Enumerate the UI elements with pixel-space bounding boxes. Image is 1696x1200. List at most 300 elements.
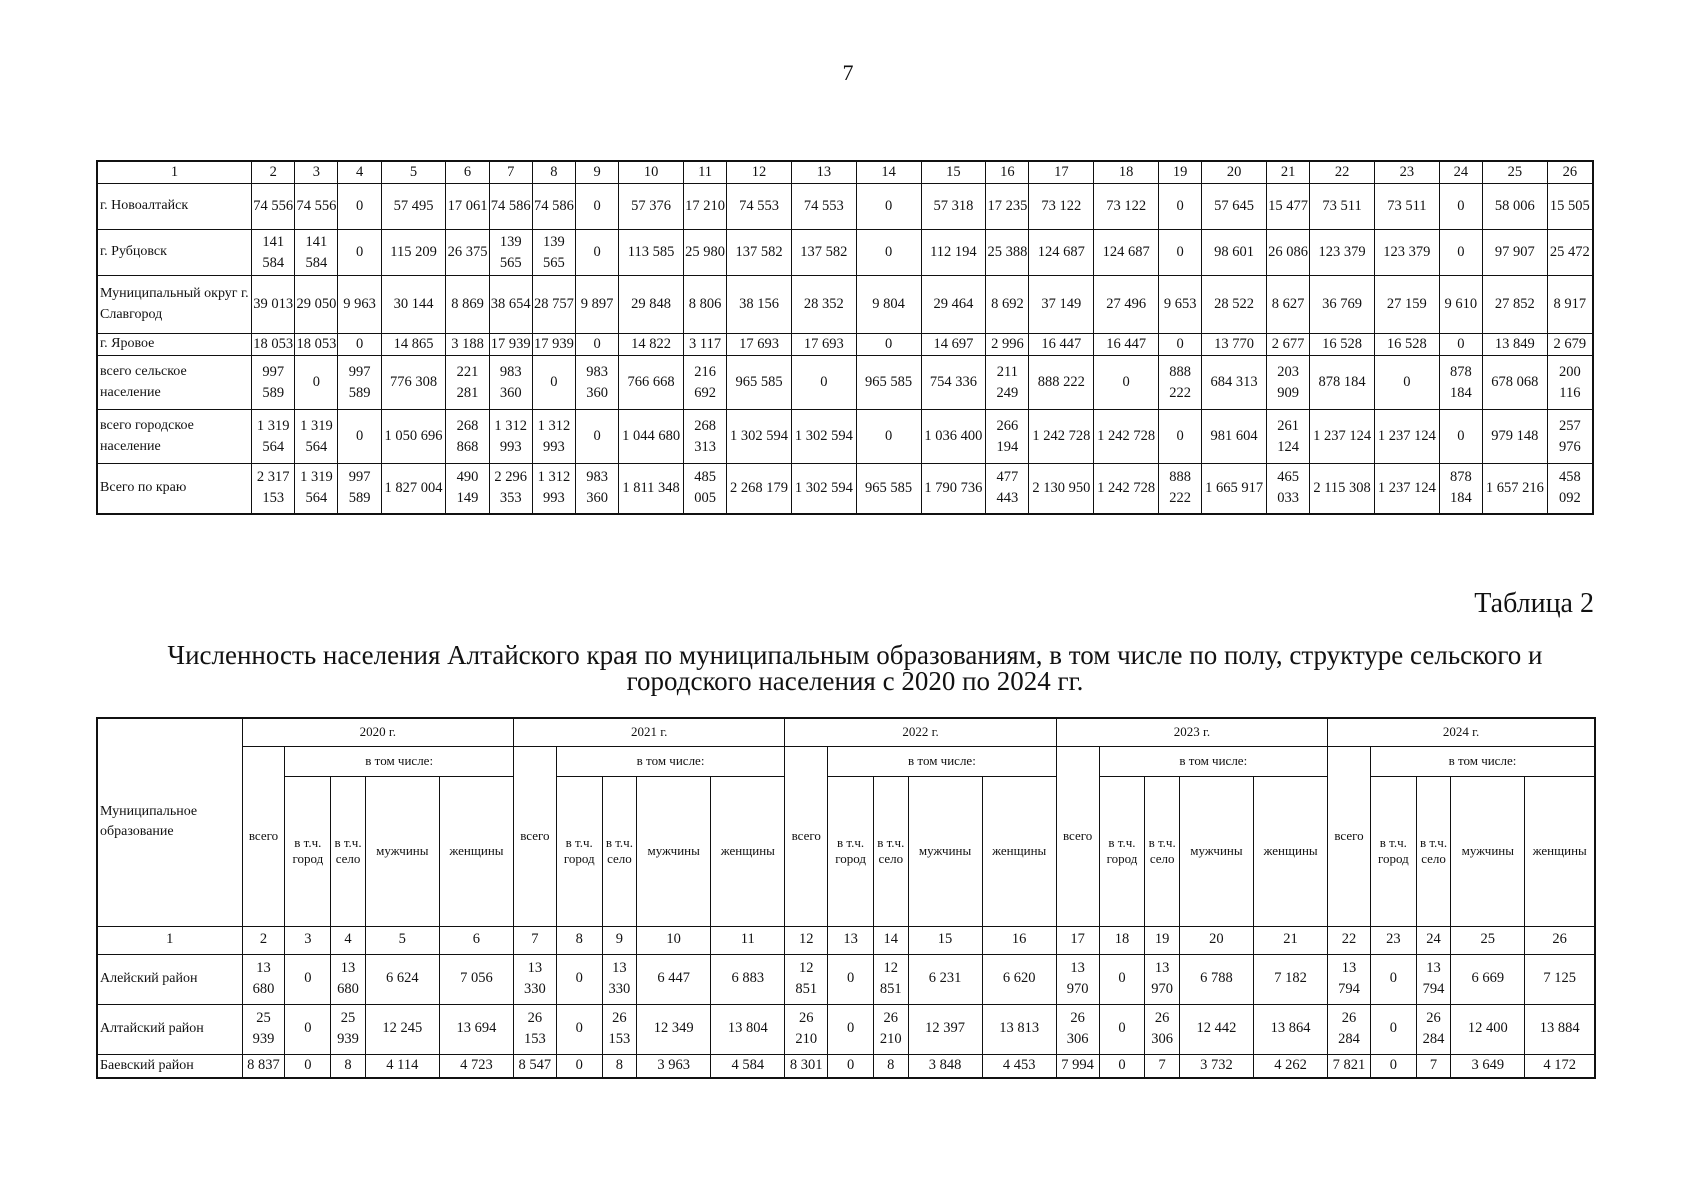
column-number: 21: [1267, 161, 1310, 184]
row-header: Муниципальное образование: [97, 718, 242, 926]
column-number: 10: [637, 926, 711, 954]
year-header: 2024 г.: [1328, 718, 1595, 746]
table-cell: 98 601: [1202, 230, 1267, 276]
table-cell: 888 222: [1159, 356, 1202, 410]
table-cell: 2 677: [1267, 334, 1310, 356]
table-cell: 9 897: [576, 276, 619, 334]
table-cell: 776 308: [381, 356, 446, 410]
village-header: в т.ч. село: [874, 776, 908, 926]
table-cell: 490 149: [446, 464, 489, 514]
table-cell: 57 495: [381, 184, 446, 230]
table-cell: 73 122: [1094, 184, 1159, 230]
column-number: 9: [576, 161, 619, 184]
table-cell: 16 447: [1094, 334, 1159, 356]
table-cell: 4 723: [439, 1054, 513, 1078]
table-cell: 0: [1099, 954, 1145, 1004]
table-cell: 888 222: [1159, 464, 1202, 514]
row-label: г. Рубцовск: [97, 230, 252, 276]
table-cell: 28 352: [791, 276, 856, 334]
column-number: 2: [242, 926, 285, 954]
table-row: [97, 464, 1593, 514]
table-cell: 2 115 308: [1310, 464, 1375, 514]
table-cell: 1 242 728: [1094, 464, 1159, 514]
table-cell: 30 144: [381, 276, 446, 334]
city-header: в т.ч. город: [1370, 776, 1416, 926]
table-cell: 6 788: [1179, 954, 1253, 1004]
table-cell: 8: [602, 1054, 636, 1078]
population-table-continued: [96, 160, 1594, 515]
table-cell: 1 657 216: [1482, 464, 1547, 514]
table-cell: 4 172: [1525, 1054, 1595, 1078]
column-number: 5: [381, 161, 446, 184]
table-cell: 25 939: [242, 1004, 285, 1054]
table-cell: 200 116: [1547, 356, 1593, 410]
table-cell: 26 375: [446, 230, 489, 276]
table-cell: 0: [1439, 334, 1482, 356]
table-cell: 1 242 728: [1029, 410, 1094, 464]
table-cell: 2 996: [986, 334, 1029, 356]
subheader-row: [97, 746, 1595, 776]
row-label: г. Новоалтайск: [97, 184, 252, 230]
population-by-municipality-table: [96, 717, 1596, 1079]
table-cell: 12 349: [637, 1004, 711, 1054]
table-cell: 27 496: [1094, 276, 1159, 334]
table-cell: 25 980: [683, 230, 726, 276]
table-cell: 13 694: [439, 1004, 513, 1054]
table-cell: 0: [1439, 184, 1482, 230]
column-number: 13: [828, 926, 874, 954]
table-row: [97, 334, 1593, 356]
table-cell: 13 794: [1328, 954, 1371, 1004]
table-cell: 0: [856, 410, 921, 464]
women-header: женщины: [1253, 776, 1327, 926]
table-cell: 997 589: [252, 356, 295, 410]
column-number: 25: [1482, 161, 1547, 184]
table-cell: 0: [285, 954, 331, 1004]
column-number: 19: [1159, 161, 1202, 184]
table-cell: 6 447: [637, 954, 711, 1004]
table-cell: 2 296 353: [489, 464, 532, 514]
row-label: г. Яровое: [97, 334, 252, 356]
table-cell: 1 319 564: [295, 464, 338, 514]
table-cell: 26 210: [874, 1004, 908, 1054]
total-header: всего: [242, 746, 285, 926]
table-cell: 6 669: [1451, 954, 1525, 1004]
table-cell: 97 907: [1482, 230, 1547, 276]
table-cell: 0: [576, 184, 619, 230]
table-cell: 211 249: [986, 356, 1029, 410]
table-cell: 1 044 680: [619, 410, 684, 464]
table-cell: 57 318: [921, 184, 986, 230]
table-cell: 965 585: [856, 464, 921, 514]
table-cell: 74 586: [532, 184, 575, 230]
row-label: Алейский район: [97, 954, 242, 1004]
village-header: в т.ч. село: [1416, 776, 1450, 926]
year-header: 2022 г.: [785, 718, 1056, 746]
table-cell: 73 122: [1029, 184, 1094, 230]
table-cell: 678 068: [1482, 356, 1547, 410]
in-total-header: в том числе:: [1370, 746, 1595, 776]
table-cell: 26 086: [1267, 230, 1310, 276]
table-cell: 0: [1099, 1054, 1145, 1078]
table-cell: 0: [338, 334, 381, 356]
table-row: [97, 230, 1593, 276]
table-cell: 997 589: [338, 356, 381, 410]
table-cell: 12 851: [785, 954, 828, 1004]
table-cell: 139 565: [489, 230, 532, 276]
table-cell: 13 804: [711, 1004, 785, 1054]
table-cell: 0: [1099, 1004, 1145, 1054]
table-cell: 754 336: [921, 356, 986, 410]
women-header: женщины: [982, 776, 1056, 926]
table-cell: 74 556: [295, 184, 338, 230]
table-cell: 0: [828, 1054, 874, 1078]
table-cell: 878 184: [1310, 356, 1375, 410]
table-row: [97, 954, 1595, 1004]
table-cell: 1 237 124: [1310, 410, 1375, 464]
table-cell: 25 939: [331, 1004, 365, 1054]
table-cell: 115 209: [381, 230, 446, 276]
column-number: 2: [252, 161, 295, 184]
table-cell: 1 319 564: [252, 410, 295, 464]
table-cell: 1 237 124: [1374, 464, 1439, 514]
column-number: 6: [439, 926, 513, 954]
men-header: мужчины: [1179, 776, 1253, 926]
table-cell: 13 849: [1482, 334, 1547, 356]
men-header: мужчины: [365, 776, 439, 926]
table-cell: 14 697: [921, 334, 986, 356]
column-number: 23: [1370, 926, 1416, 954]
table-cell: 26 210: [785, 1004, 828, 1054]
table-cell: 1 237 124: [1374, 410, 1439, 464]
table-cell: 137 582: [727, 230, 792, 276]
row-label: Баевский район: [97, 1054, 242, 1078]
table-cell: 12 400: [1451, 1004, 1525, 1054]
in-total-header: в том числе:: [1099, 746, 1328, 776]
table-cell: 888 222: [1029, 356, 1094, 410]
column-number: 9: [602, 926, 636, 954]
table-cell: 6 620: [982, 954, 1056, 1004]
table-cell: 13 330: [602, 954, 636, 1004]
in-total-header: в том числе:: [828, 746, 1057, 776]
table-cell: 0: [791, 356, 856, 410]
table-cell: 141 584: [252, 230, 295, 276]
table-cell: 28 757: [532, 276, 575, 334]
table-cell: 3 963: [637, 1054, 711, 1078]
table-cell: 0: [1370, 1004, 1416, 1054]
column-number: 22: [1310, 161, 1375, 184]
table-cell: 878 184: [1439, 464, 1482, 514]
table-cell: 983 360: [576, 464, 619, 514]
column-number: 17: [1029, 161, 1094, 184]
table-cell: 216 692: [683, 356, 726, 410]
table-cell: 0: [295, 356, 338, 410]
column-number: 11: [683, 161, 726, 184]
table-cell: 684 313: [1202, 356, 1267, 410]
table-cell: 74 556: [252, 184, 295, 230]
table-cell: 14 865: [381, 334, 446, 356]
table-cell: 0: [1159, 230, 1202, 276]
table-cell: 37 149: [1029, 276, 1094, 334]
table-cell: 17 061: [446, 184, 489, 230]
table-cell: 26 306: [1145, 1004, 1179, 1054]
row-label: Алтайский район: [97, 1004, 242, 1054]
table-cell: 74 553: [727, 184, 792, 230]
table-cell: 27 852: [1482, 276, 1547, 334]
table-cell: 0: [556, 1004, 602, 1054]
column-number: 14: [856, 161, 921, 184]
table-cell: 7: [1145, 1054, 1179, 1078]
women-header: женщины: [1525, 776, 1595, 926]
table-cell: 0: [576, 230, 619, 276]
year-header: 2021 г.: [513, 718, 784, 746]
table-cell: 1 302 594: [727, 410, 792, 464]
table-row: [97, 1004, 1595, 1054]
table-cell: 17 210: [683, 184, 726, 230]
women-header: женщины: [711, 776, 785, 926]
table-caption: Таблица 2: [1474, 588, 1594, 619]
table-cell: 73 511: [1310, 184, 1375, 230]
table-cell: 7 821: [1328, 1054, 1371, 1078]
table-cell: 13 770: [1202, 334, 1267, 356]
table-cell: 13 680: [331, 954, 365, 1004]
table-cell: 17 693: [727, 334, 792, 356]
table-cell: 1 811 348: [619, 464, 684, 514]
table-cell: 766 668: [619, 356, 684, 410]
table-cell: 3 848: [908, 1054, 982, 1078]
in-total-header: в том числе:: [285, 746, 514, 776]
table-cell: 878 184: [1439, 356, 1482, 410]
table-cell: 965 585: [727, 356, 792, 410]
table-cell: 15 505: [1547, 184, 1593, 230]
column-number: 13: [791, 161, 856, 184]
table-cell: 28 522: [1202, 276, 1267, 334]
table-cell: 0: [285, 1004, 331, 1054]
table-cell: 8 547: [513, 1054, 556, 1078]
column-number: 4: [331, 926, 365, 954]
table-cell: 16 447: [1029, 334, 1094, 356]
table-cell: 124 687: [1094, 230, 1159, 276]
table-cell: 266 194: [986, 410, 1029, 464]
table-cell: 8 627: [1267, 276, 1310, 334]
table-cell: 7 182: [1253, 954, 1327, 1004]
men-header: мужчины: [637, 776, 711, 926]
table-cell: 8: [331, 1054, 365, 1078]
table-cell: 13 813: [982, 1004, 1056, 1054]
table-cell: 6 231: [908, 954, 982, 1004]
column-number: 21: [1253, 926, 1327, 954]
table-cell: 257 976: [1547, 410, 1593, 464]
table-cell: 13 794: [1416, 954, 1450, 1004]
table-title: Численность населения Алтайского края по муниципальным образованиям, в том числе по полу, структуре сельского и городского населения с 2020 по 2024 гг.: [167, 640, 1543, 696]
column-number: 15: [921, 161, 986, 184]
column-number: 18: [1094, 161, 1159, 184]
table-cell: 1 312 993: [532, 410, 575, 464]
table-cell: 0: [1370, 954, 1416, 1004]
table-cell: 997 589: [338, 464, 381, 514]
table-cell: 73 511: [1374, 184, 1439, 230]
total-header: всего: [785, 746, 828, 926]
table-cell: 6 624: [365, 954, 439, 1004]
column-number: 11: [711, 926, 785, 954]
table-cell: 36 769: [1310, 276, 1375, 334]
table-cell: 7 056: [439, 954, 513, 1004]
table-cell: 38 654: [489, 276, 532, 334]
table-cell: 0: [576, 410, 619, 464]
table-cell: 39 013: [252, 276, 295, 334]
table-cell: 1 827 004: [381, 464, 446, 514]
table-cell: 1 312 993: [532, 464, 575, 514]
table-cell: 13 680: [242, 954, 285, 1004]
column-number: 17: [1056, 926, 1099, 954]
table-cell: 57 645: [1202, 184, 1267, 230]
table-cell: 0: [856, 184, 921, 230]
table-cell: 1 790 736: [921, 464, 986, 514]
table-cell: 26 153: [602, 1004, 636, 1054]
table-cell: 25 472: [1547, 230, 1593, 276]
table-cell: 0: [828, 1004, 874, 1054]
table-cell: 3 188: [446, 334, 489, 356]
table-cell: 13 970: [1056, 954, 1099, 1004]
table-cell: 74 586: [489, 184, 532, 230]
table-row: [97, 1054, 1595, 1078]
row-label: Муниципальный округ г. Славгород: [97, 276, 252, 334]
table-cell: 0: [856, 334, 921, 356]
column-number: 26: [1525, 926, 1595, 954]
table-cell: 485 005: [683, 464, 726, 514]
table-cell: 0: [1374, 356, 1439, 410]
column-number: 8: [532, 161, 575, 184]
table-cell: 2 130 950: [1029, 464, 1094, 514]
table-cell: 0: [532, 356, 575, 410]
table-cell: 8 301: [785, 1054, 828, 1078]
table-cell: 123 379: [1374, 230, 1439, 276]
table-cell: 13 330: [513, 954, 556, 1004]
table-cell: 261 124: [1267, 410, 1310, 464]
table-cell: 17 693: [791, 334, 856, 356]
total-header: всего: [1056, 746, 1099, 926]
table-cell: 13 884: [1525, 1004, 1595, 1054]
table-cell: 458 092: [1547, 464, 1593, 514]
table-cell: 0: [1159, 184, 1202, 230]
table-cell: 0: [1159, 334, 1202, 356]
table-cell: 8 837: [242, 1054, 285, 1078]
table-cell: 981 604: [1202, 410, 1267, 464]
table-row: [97, 410, 1593, 464]
table-cell: 113 585: [619, 230, 684, 276]
column-number: 3: [285, 926, 331, 954]
table-cell: 477 443: [986, 464, 1029, 514]
column-number: 5: [365, 926, 439, 954]
row-label: всего сельское население: [97, 356, 252, 410]
women-header: женщины: [439, 776, 513, 926]
table-cell: 13 864: [1253, 1004, 1327, 1054]
table-cell: 1 036 400: [921, 410, 986, 464]
table-cell: 6 883: [711, 954, 785, 1004]
table-cell: 0: [556, 954, 602, 1004]
table-cell: 0: [1439, 230, 1482, 276]
village-header: в т.ч. село: [331, 776, 365, 926]
table-cell: 4 453: [982, 1054, 1056, 1078]
table-cell: 3 649: [1451, 1054, 1525, 1078]
table-cell: 26 284: [1416, 1004, 1450, 1054]
city-header: в т.ч. город: [285, 776, 331, 926]
column-number: 10: [619, 161, 684, 184]
table-cell: 112 194: [921, 230, 986, 276]
table-cell: 123 379: [1310, 230, 1375, 276]
table-cell: 8 806: [683, 276, 726, 334]
total-header: всего: [513, 746, 556, 926]
table-cell: 1 312 993: [489, 410, 532, 464]
table-cell: 4 584: [711, 1054, 785, 1078]
table-cell: 268 313: [683, 410, 726, 464]
city-header: в т.ч. город: [1099, 776, 1145, 926]
table-cell: 38 156: [727, 276, 792, 334]
column-number: 3: [295, 161, 338, 184]
table-cell: 7: [1416, 1054, 1450, 1078]
column-number: 15: [908, 926, 982, 954]
column-number: 12: [785, 926, 828, 954]
page-number: 7: [842, 60, 854, 85]
table-cell: 16 528: [1310, 334, 1375, 356]
table-cell: 1 302 594: [791, 464, 856, 514]
column-number: 7: [489, 161, 532, 184]
table-cell: 29 464: [921, 276, 986, 334]
city-header: в т.ч. город: [828, 776, 874, 926]
table-cell: 1 319 564: [295, 410, 338, 464]
column-number: 16: [982, 926, 1056, 954]
column-number: 20: [1202, 161, 1267, 184]
column-number: 22: [1328, 926, 1371, 954]
table-cell: 983 360: [489, 356, 532, 410]
table-cell: 0: [556, 1054, 602, 1078]
table-cell: 57 376: [619, 184, 684, 230]
table-cell: 26 153: [513, 1004, 556, 1054]
table-cell: 0: [576, 334, 619, 356]
table-row: [97, 276, 1593, 334]
table-cell: 3 732: [1179, 1054, 1253, 1078]
table-cell: 14 822: [619, 334, 684, 356]
table-cell: 12 851: [874, 954, 908, 1004]
column-number: 16: [986, 161, 1029, 184]
table-cell: 74 553: [791, 184, 856, 230]
table-cell: 29 050: [295, 276, 338, 334]
table-cell: 0: [338, 230, 381, 276]
table-cell: 15 477: [1267, 184, 1310, 230]
table-cell: 17 939: [532, 334, 575, 356]
table-cell: 58 006: [1482, 184, 1547, 230]
table-cell: 0: [338, 410, 381, 464]
table-cell: 4 114: [365, 1054, 439, 1078]
table-cell: 8 869: [446, 276, 489, 334]
table-cell: 18 053: [252, 334, 295, 356]
table-cell: 1 050 696: [381, 410, 446, 464]
table-cell: 979 148: [1482, 410, 1547, 464]
table-cell: 3 117: [683, 334, 726, 356]
table-cell: 465 033: [1267, 464, 1310, 514]
table-cell: 983 360: [576, 356, 619, 410]
men-header: мужчины: [1451, 776, 1525, 926]
table-cell: 2 268 179: [727, 464, 792, 514]
table-cell: 7 994: [1056, 1054, 1099, 1078]
column-number: 24: [1416, 926, 1450, 954]
table-cell: 0: [856, 230, 921, 276]
year-header: 2023 г.: [1056, 718, 1327, 746]
table-cell: 12 245: [365, 1004, 439, 1054]
table-cell: 13 970: [1145, 954, 1179, 1004]
table-cell: 203 909: [1267, 356, 1310, 410]
table-cell: 26 284: [1328, 1004, 1371, 1054]
